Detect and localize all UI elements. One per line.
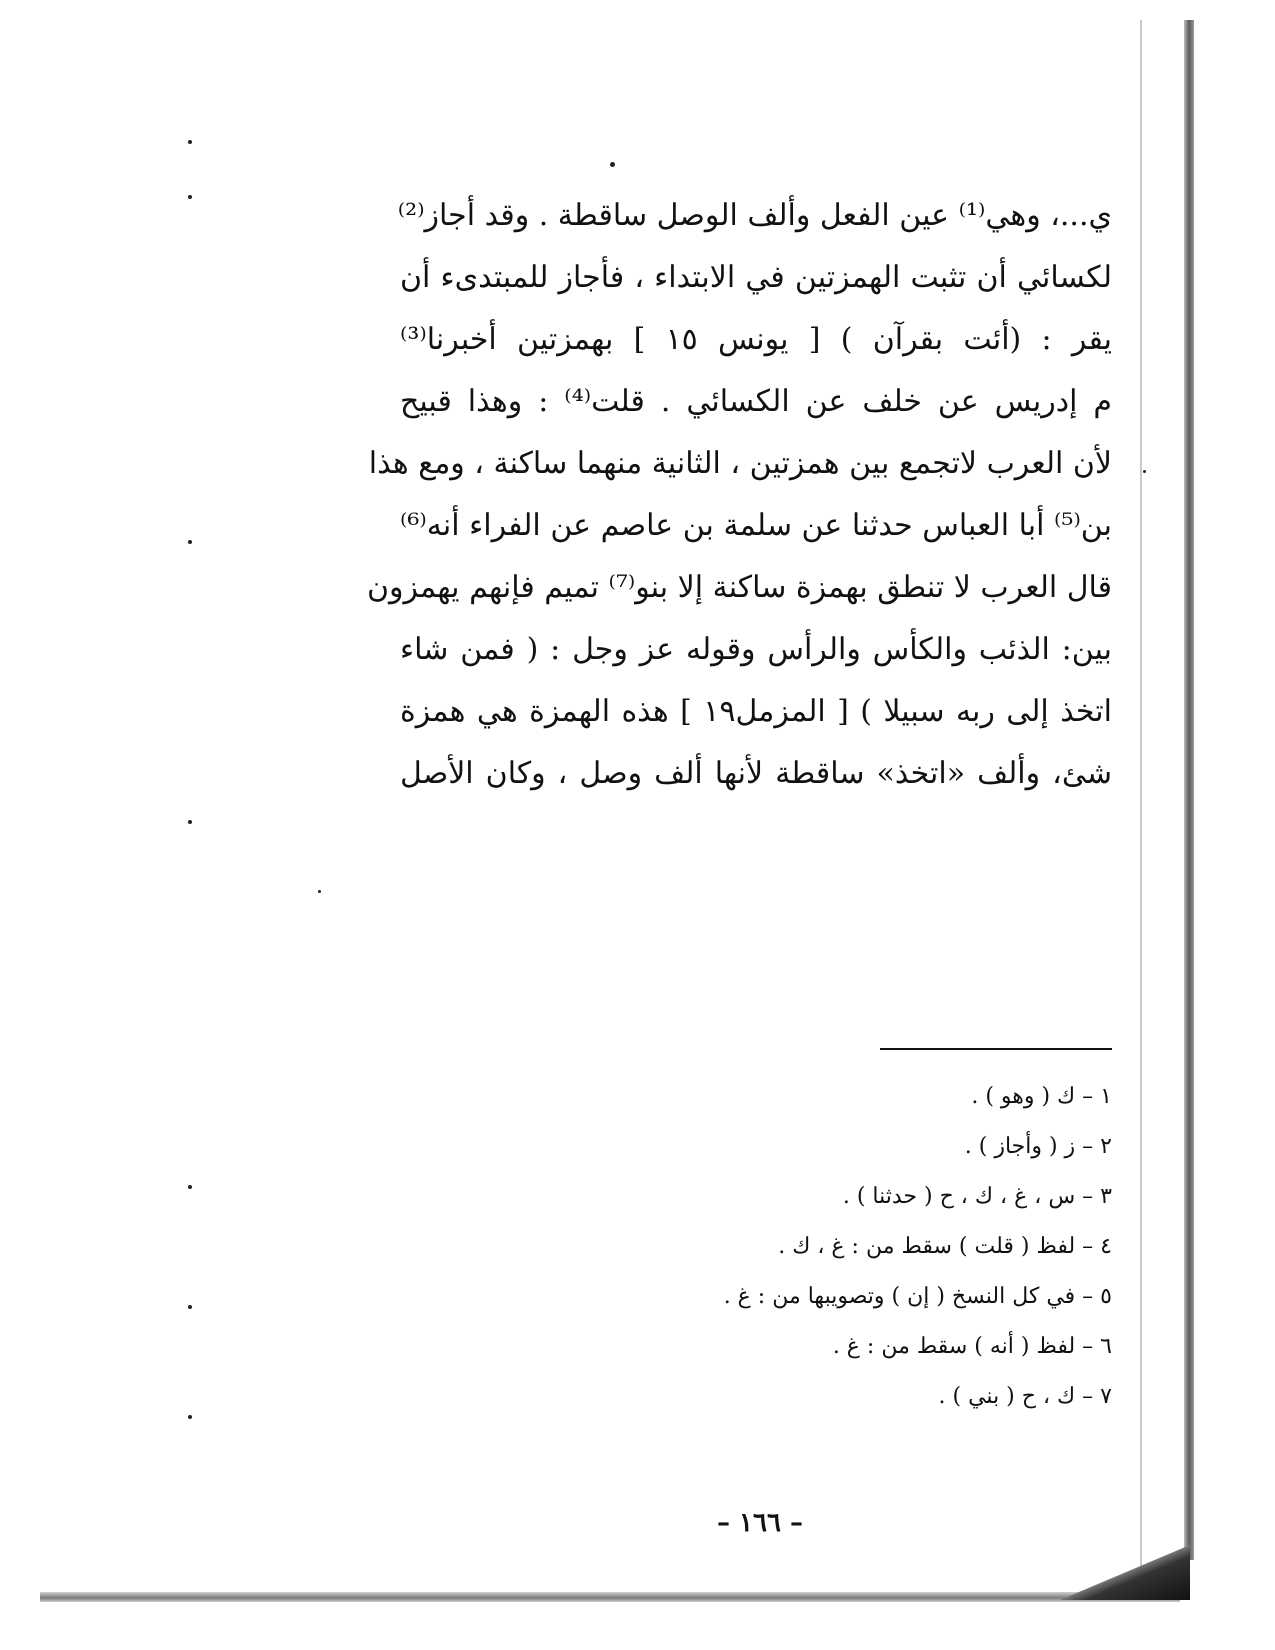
body-line: يقر : (أئت بقرآن ) [ يونس ١٥ ] بهمزتين أخبرنا⁽³⁾ xyxy=(400,322,1112,357)
footnote: ٣ – س ، غ ، ك ، ح ( حدثنا ) . xyxy=(842,1184,1112,1209)
footnote: ٧ – ك ، ح ( بني ) . xyxy=(938,1384,1112,1409)
footnote: ٤ – لفظ ( قلت ) سقط من : غ ، ك . xyxy=(778,1234,1112,1259)
footnotes xyxy=(500,1072,1112,1422)
page-curl xyxy=(1060,1545,1190,1600)
margin-speck xyxy=(188,540,192,544)
body-line: اتخذ إلى ربه سبيلا ) [ المزمل١٩ ] هذه الهمزة هي همزة xyxy=(400,694,1112,729)
footnote: ٢ – ز ( وأجاز ) . xyxy=(964,1134,1112,1159)
body-line: شئ، وألف «اتخذ» ساقطة لأنها ألف وصل ، وكان الأصل xyxy=(400,756,1112,791)
scan-edge-bottom xyxy=(40,1592,1180,1602)
margin-speck xyxy=(188,1185,192,1189)
margin-speck xyxy=(1143,470,1146,473)
scan-edge-thin xyxy=(1140,20,1142,1580)
margin-speck xyxy=(188,195,192,199)
scan-edge-right xyxy=(1184,20,1194,1560)
body-line: لكسائي أن تثبت الهمزتين في الابتداء ، فأجاز للمبتدىء أن xyxy=(400,260,1112,295)
footnote: ١ – ك ( وهو ) . xyxy=(971,1084,1112,1109)
margin-speck xyxy=(188,140,192,144)
body-line: بين: الذئب والكأس والرأس وقوله عز وجل : ( فمن شاء xyxy=(400,632,1112,667)
body-line: ي...، وهي⁽¹⁾ عين الفعل وألف الوصل ساقطة . وقد أجاز⁽²⁾ xyxy=(397,198,1112,233)
body-line: قال العرب لا تنطق بهمزة ساكنة إلا بنو⁽⁷⁾ تميم فإنهم يهمزون xyxy=(366,570,1112,605)
footnote: ٦ – لفظ ( أنه ) سقط من : غ . xyxy=(832,1334,1112,1359)
footnote-separator xyxy=(880,1048,1112,1050)
margin-speck xyxy=(188,820,192,824)
body-line: بن⁽⁵⁾ أبا العباس حدثنا عن سلمة بن عاصم عن الفراء أنه⁽⁶⁾ xyxy=(400,508,1112,543)
margin-speck xyxy=(610,162,615,167)
margin-speck xyxy=(188,1305,192,1309)
body-line: م إدريس عن خلف عن الكسائي . قلت⁽⁴⁾ : وهذا قبيح xyxy=(400,384,1113,419)
page-number: – ١٦٦ – xyxy=(716,1508,804,1538)
footnote: ٥ – في كل النسخ ( إن ) وتصويبها من : غ . xyxy=(723,1284,1112,1309)
body-line: لأن العرب لاتجمع بين همزتين ، الثانية منهما ساكنة ، ومع هذا xyxy=(368,446,1112,481)
margin-speck xyxy=(188,1415,192,1419)
body-text xyxy=(366,185,1113,805)
margin-speck xyxy=(318,890,321,893)
